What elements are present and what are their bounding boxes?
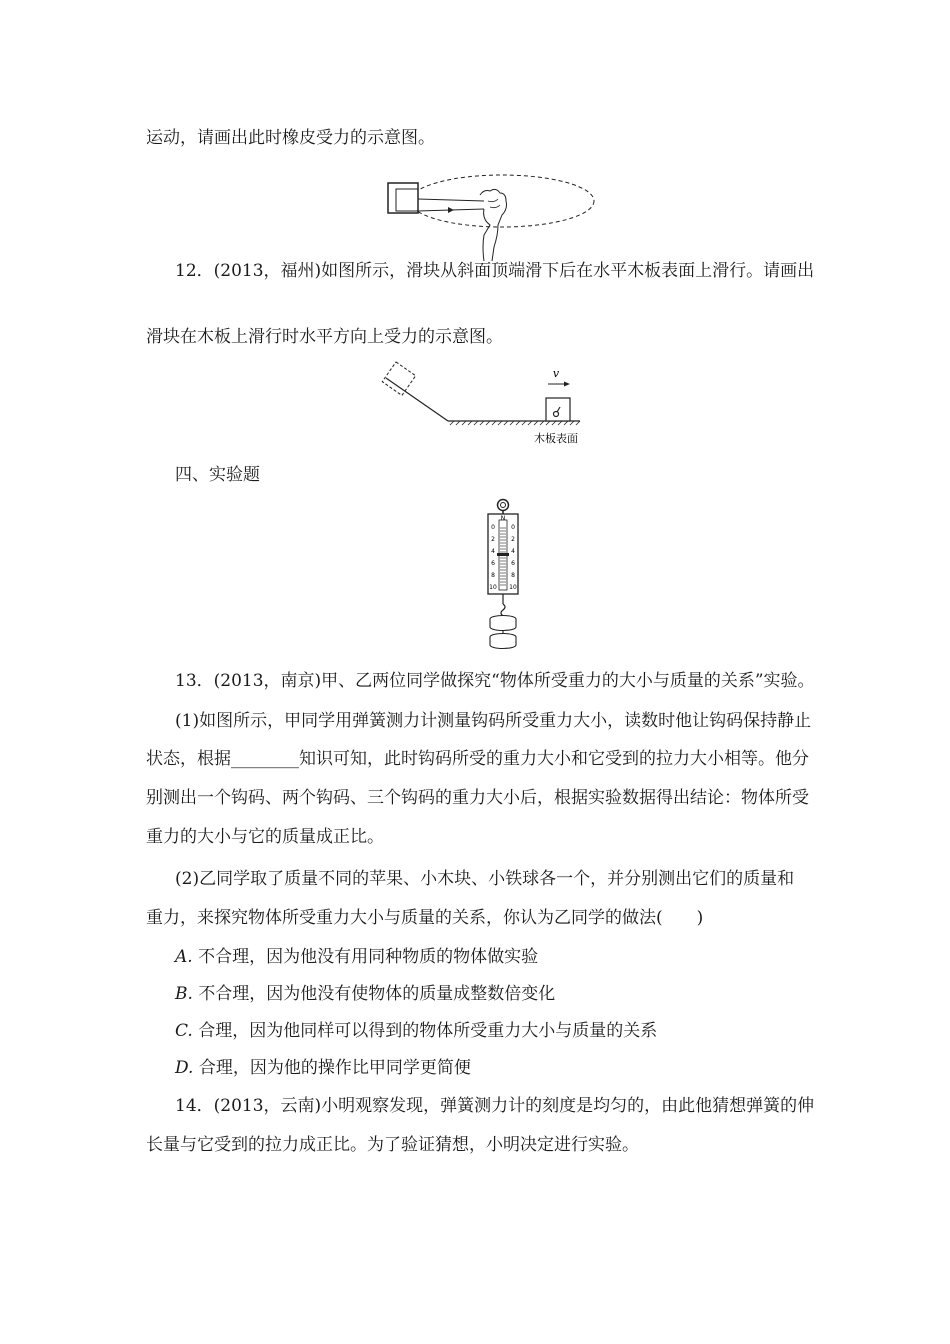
q13-part1-line4: 重力的大小与它的质量成正比。 — [146, 827, 384, 847]
scale-tick-left: 4 — [491, 548, 495, 555]
q13-part1-line3: 别测出一个钩码、两个钩码、三个钩码的重力大小后，根据实验数据得出结论：物体所受 — [146, 788, 809, 808]
q13-line1: 13．(2013，南京)甲、乙两位同学做探究“物体所受重力的大小与质量的关系”实验。 — [175, 671, 815, 691]
option-b — [175, 983, 555, 1005]
scale-tick-right: 0 — [511, 524, 515, 531]
scale-tick-right: 4 — [511, 548, 515, 555]
option-a — [175, 946, 538, 968]
scale-tick-right: 8 — [511, 572, 515, 579]
scale-tick-left: 6 — [491, 560, 495, 567]
q11-text-end: 运动，请画出此时橡皮受力的示意图。 — [146, 128, 435, 148]
q12-line1: 12．(2013，福州)如图所示，滑块从斜面顶端滑下后在水平木板表面上滑行。请画出 — [175, 261, 815, 281]
q13-part2-line2: 重力，来探究物体所受重力大小与质量的关系，你认为乙同学的做法( ) — [146, 908, 704, 928]
board-surface-label: 木板表面 — [534, 432, 578, 445]
section-title: 四、实验题 — [175, 465, 260, 485]
scale-ring — [498, 500, 509, 511]
scale-pointer — [497, 553, 509, 556]
velocity-label: v — [552, 367, 560, 380]
option-letter: A. — [175, 947, 193, 967]
scale-unit: N — [500, 515, 506, 522]
q14-line1: 14．(2013，云南)小明观察发现，弹簧测力计的刻度是均匀的，由此他猜想弹簧的伸 — [175, 1096, 815, 1116]
scale-tick-left: 2 — [491, 536, 495, 543]
option-text: 合理，因为他同样可以得到的物体所受重力大小与质量的关系 — [198, 1021, 658, 1041]
option-d — [175, 1057, 471, 1079]
q13-part2-line1: (2)乙同学取了质量不同的苹果、小木块、小铁球各一个，并分别测出它们的质量和 — [175, 869, 795, 889]
option-letter: B. — [175, 984, 193, 1004]
option-letter: D. — [175, 1058, 194, 1078]
hook-weights — [490, 616, 516, 649]
q13-part1-line1: (1)如图所示，甲同学用弹簧测力计测量钩码所受重力大小，读数时他让钩码保持静止 — [175, 711, 812, 731]
option-letter: C. — [175, 1021, 193, 1041]
eraser-circular-motion-figure — [384, 165, 604, 265]
q14-line2: 长量与它受到的拉力成正比。为了验证猜想，小明决定进行实验。 — [146, 1135, 639, 1155]
spring-scale-figure — [478, 498, 528, 650]
option-text: 合理，因为他的操作比甲同学更简便 — [198, 1058, 471, 1078]
scale-tick-right: 10 — [509, 584, 517, 591]
option-text: 不合理，因为他没有使物体的质量成整数倍变化 — [198, 984, 556, 1004]
incline-slider-figure — [370, 358, 590, 453]
option-c — [175, 1020, 657, 1042]
board-hatching — [450, 421, 580, 425]
scale-tick-left: 0 — [491, 524, 495, 531]
q13-part1-line2: 状态，根据________知识可知，此时钩码所受的重力大小和它受到的拉力大小相等。他分 — [146, 749, 809, 769]
option-text: 不合理，因为他没有用同种物质的物体做实验 — [198, 947, 539, 967]
scale-tick-left: 10 — [489, 584, 497, 591]
scale-tick-right: 6 — [511, 560, 515, 567]
scale-hook — [501, 604, 505, 616]
q12-line2: 滑块在木板上滑行时水平方向上受力的示意图。 — [146, 327, 503, 347]
scale-tick-right: 2 — [511, 536, 515, 543]
scale-tick-left: 8 — [491, 572, 495, 579]
